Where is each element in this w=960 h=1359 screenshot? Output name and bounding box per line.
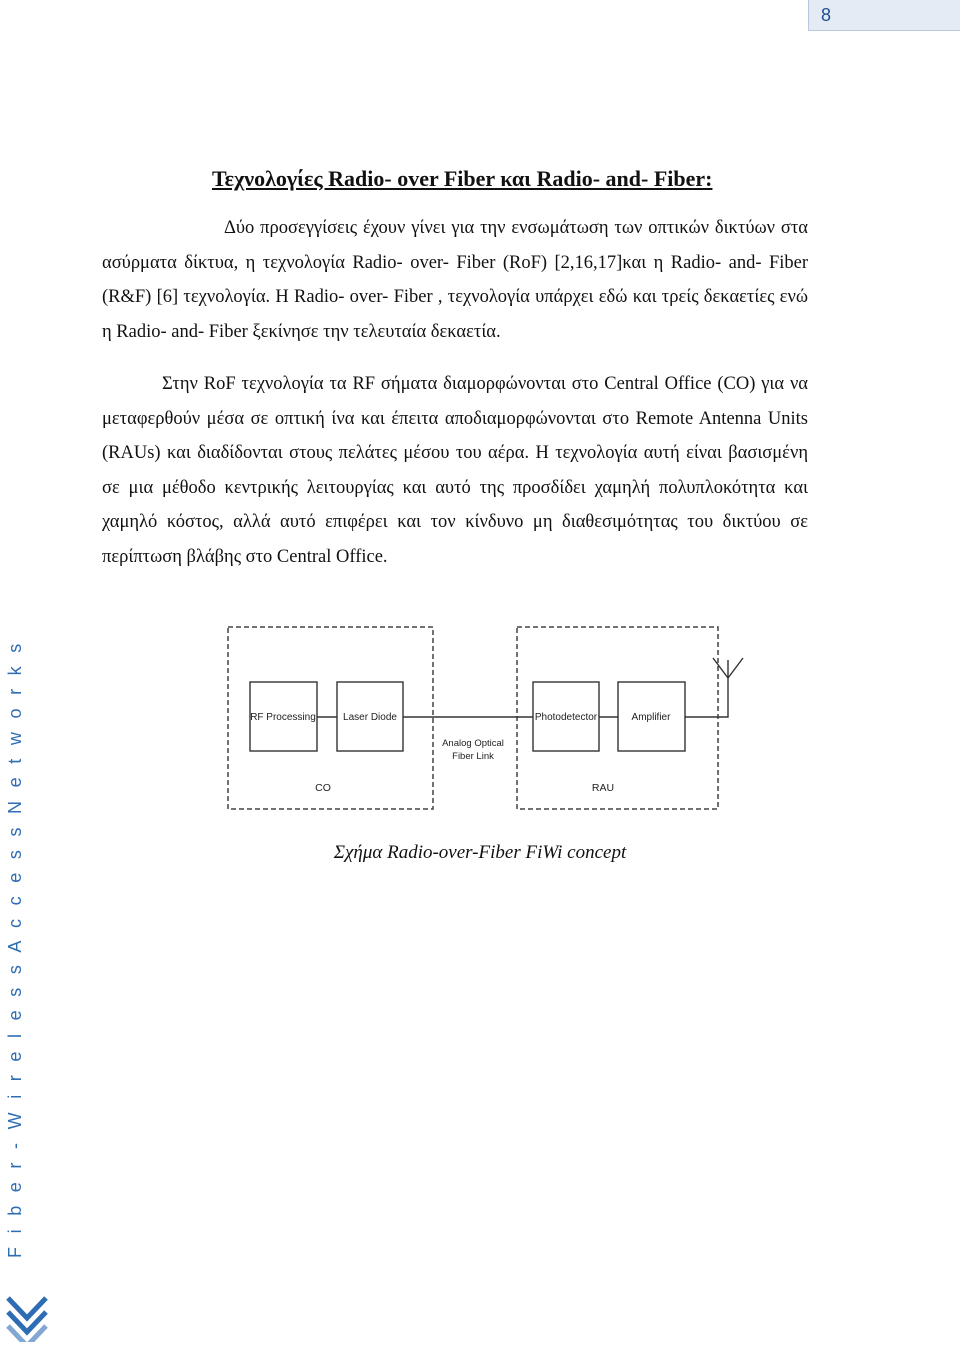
rau-label: RAU	[591, 782, 615, 794]
amp-to-antenna-link	[685, 678, 728, 717]
amplifier-label: Amplifier	[631, 712, 671, 723]
paragraph-rof: Στην RoF τεχνολογία τα RF σήματα διαμορφώνονται στο Central Office (CO) για να μεταφερθούν μέσα σε οπτική ίνα και έπειτα αποδιαμορφώνονται στο Remote Antenna Units (RAUs) και διαδίδονται στους πελάτες μέσου του αέρα. Η τεχνολογία αυτή είναι βασισμένη σε μια μέθοδο κεντρικής λειτουργίας και αυτό της προσδίδει χαμηλή πολυπλοκότητα και χαμηλό κόστος, αλλά αυτό επιφέρει και τον κίνδυνο μη διαθεσιμότητας του δικτύου σε περίπτωση βλάβης στο Central Office.	[102, 374, 808, 567]
optical-link-label-1: Analog Optical	[442, 738, 504, 749]
page-number: 8	[808, 0, 960, 31]
rf-processing-label: RF Processing	[250, 712, 316, 723]
co-label: CO	[315, 782, 331, 794]
optical-link-label-2: Fiber Link	[452, 751, 494, 762]
side-banner-text: F i b e r - W i r e l e s s A c c e s s N e t w o r k s	[5, 639, 25, 1258]
laser-diode-label: Laser Diode	[343, 712, 397, 723]
paragraph-intro: Δύο προσεγγίσεις έχουν γίνει για την ενσωμάτωση των οπτικών δικτύων στα ασύρματα δίκτυα, η τεχνολογία Radio- over- Fiber (RoF) [2,16,17]και η Radio- and- Fiber (R&F) [6] τεχνολογία. Η Radio- over- Fiber , τεχνολογία υπάρχει εδώ και τρείς δεκαετίες ενώ η Radio- and- Fiber ξεκίνησε την τελευταία δεκαετία.	[102, 218, 808, 342]
photodetector-label: Photodetector	[534, 712, 598, 723]
section-title: Τεχνολογίες Radio- over Fiber και Radio- and- Fiber:	[212, 166, 713, 191]
rof-diagram	[215, 620, 765, 820]
chevron-logo-icon	[5, 1292, 49, 1342]
figure-caption: Σχήμα Radio-over-Fiber FiWi concept	[333, 842, 627, 863]
